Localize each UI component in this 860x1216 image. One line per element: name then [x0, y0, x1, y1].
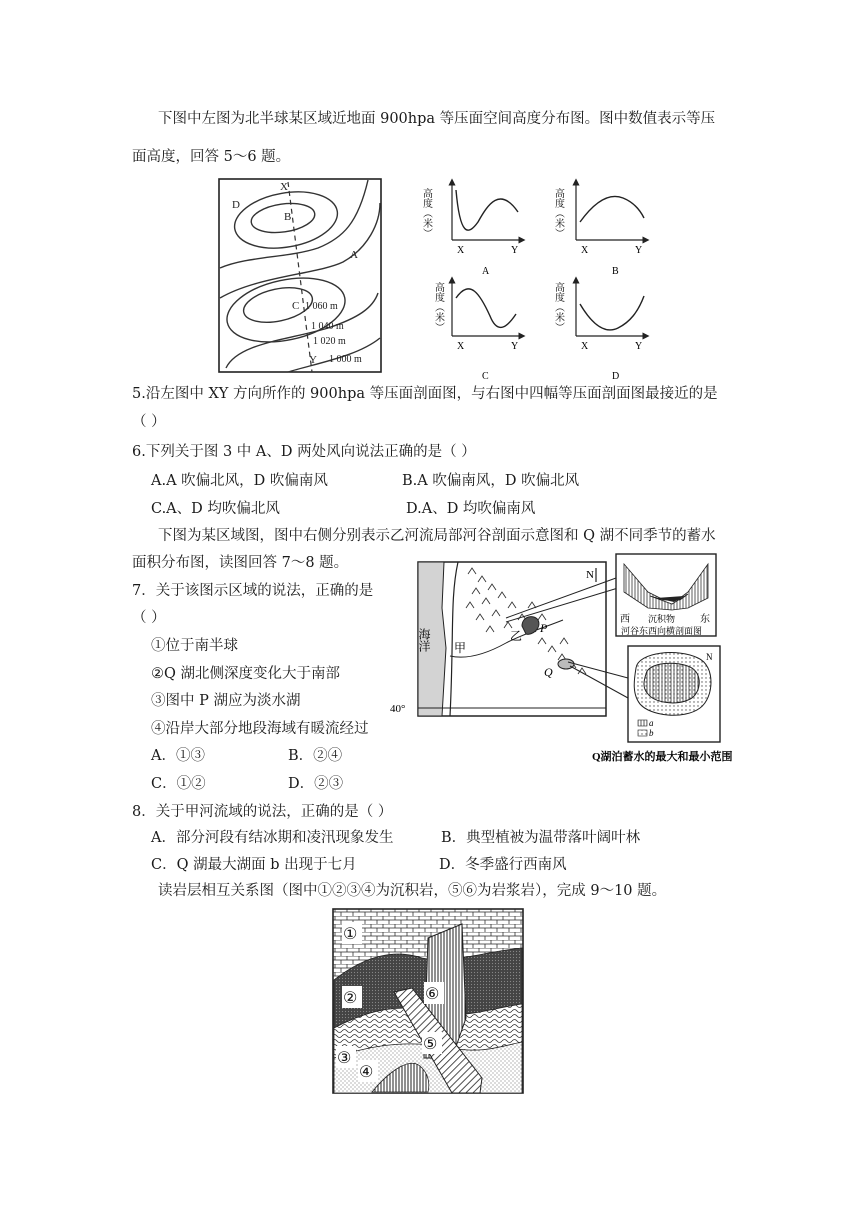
q8-option-a: A．部分河段有结冰期和凌汛现象发生: [151, 830, 394, 846]
map-label-a: A: [350, 249, 358, 261]
rock-label-6: ⑥: [425, 986, 440, 1003]
legend-a-swatch: [638, 720, 647, 726]
x-label-end-d: Y: [635, 341, 643, 352]
latitude-40-label: 40°: [390, 703, 406, 715]
rock-label-4: ④: [359, 1064, 374, 1081]
intro1-line1: 下图中左图为北半球某区域近地面 900hpa 等压面空间高度分布图。图中数值表示等压: [158, 111, 716, 127]
q8-option-d: D．冬季盛行西南风: [439, 857, 567, 873]
rock-label-2: ②: [343, 990, 358, 1007]
y-axis-label-c: 高度（米）: [432, 282, 444, 332]
q7-option-c: C．①②: [151, 776, 206, 792]
q6-option-d: D.A、D 均吹偏南风: [406, 501, 536, 517]
q7-statement-2: ②Q 湖北侧深度变化大于南部: [151, 666, 340, 682]
q7-statement-3: ③图中 P 湖应为淡水湖: [151, 693, 301, 709]
intro1-line2: 面高度，回答 5～6 题。: [132, 149, 291, 165]
legend-a-label: a: [649, 718, 654, 728]
river-yi-label: 乙: [510, 629, 523, 643]
isobaric-height-contour-map: [218, 178, 383, 374]
x-label-start-a: X: [457, 245, 465, 256]
q8-stem: 8．关于甲河流域的说法，正确的是（ ）: [132, 804, 393, 820]
rock-label-3: ③: [337, 1050, 352, 1067]
caption-c: C: [482, 371, 489, 382]
profile-curve-c: [456, 289, 516, 328]
x-label-end-a: Y: [511, 245, 519, 256]
q7-paren: （ ）: [132, 610, 166, 626]
lake-min-extent: [644, 663, 699, 703]
profile-curve-b: [580, 196, 644, 222]
x-label-start-c: X: [457, 341, 465, 352]
q8-option-b: B．典型植被为温带落叶阔叶林: [441, 830, 641, 846]
x-label-end-b: Y: [635, 245, 643, 256]
profile-graph-b: [553, 182, 647, 277]
map-label-y: Y: [309, 354, 317, 366]
legend-b-swatch: [638, 730, 647, 736]
q7-option-a: A．①③: [151, 748, 205, 764]
q6-option-b: B.A 吹偏南风，D 吹偏北风: [402, 473, 580, 489]
intro2-line1: 下图为某区域图，图中右侧分别表示乙河流局部河谷剖面示意图和 Q 湖不同季节的蓄水: [158, 528, 716, 544]
lake-q-label: Q: [544, 665, 553, 679]
valley-west-label: 西: [620, 614, 630, 625]
ocean-label: 海洋: [417, 628, 431, 652]
profile-graph-c: [433, 280, 523, 382]
contour-label-1040: 1 040 m: [311, 321, 344, 332]
q6-option-c: C.A、D 均吹偏北风: [151, 501, 280, 517]
intro2-line2: 面积分布图，读图回答 7～8 题。: [132, 555, 349, 571]
caption-d: D: [612, 371, 620, 382]
profile-graph-d: [553, 280, 647, 382]
q8-option-c: C．Q 湖最大湖面 b 出现于七月: [151, 857, 357, 873]
contour-label-1000: 1 000 m: [329, 354, 362, 365]
profile-graph-a: [421, 182, 523, 277]
x-label-end-c: Y: [511, 341, 519, 352]
q7-option-b: B．②④: [288, 748, 343, 764]
valley-section-title: 河谷东西向横剖面图: [621, 626, 703, 636]
q7-option-d: D．②③: [288, 776, 344, 792]
north-label: N: [586, 569, 594, 581]
profile-graphs: [418, 176, 658, 384]
intro3-line1: 读岩层相互关系图（图中①②③④为沉积岩，⑤⑥为岩浆岩），完成 9～10 题。: [158, 883, 667, 899]
legend-b-label: b: [649, 728, 654, 738]
lake-range-caption: Q湖泊蓄水的最大和最小范围: [592, 751, 733, 763]
sediment-label: 沉积物: [648, 614, 676, 624]
lake-inset-north-label: N: [706, 652, 713, 662]
river-jia-label: 甲: [454, 641, 467, 655]
x-label-start-d: X: [581, 341, 589, 352]
q6-option-a: A.A 吹偏北风，D 吹偏南风: [151, 473, 328, 489]
q6-stem: 6.下列关于图 3 中 A、D 两处风向说法正确的是（ ）: [132, 444, 476, 460]
map-label-d: D: [232, 199, 240, 211]
map-label-c: C: [292, 300, 300, 312]
profile-curve-d: [580, 296, 644, 330]
caption-b: B: [612, 266, 619, 277]
map-label-b: B: [284, 211, 292, 223]
y-axis-label-b: 高度（米）: [552, 188, 564, 238]
q7-statement-4: ④沿岸大部分地段海域有暖流经过: [151, 721, 369, 737]
rock-layer-figure: [332, 908, 524, 1094]
caption-a: A: [482, 266, 490, 277]
region-map-figure: [388, 548, 758, 770]
q7-statement-1: ①位于南半球: [151, 638, 238, 654]
rock-label-1: ①: [343, 926, 358, 943]
profile-curve-a: [456, 190, 518, 230]
q5-line1: 5.沿左图中 XY 方向所作的 900hpa 等压面剖面图，与右图中四幅等压面剖面图最接近的是: [132, 386, 718, 402]
lake-q: [558, 659, 574, 669]
map-label-x: X: [280, 181, 288, 193]
y-axis-label-d: 高度（米）: [552, 282, 564, 332]
q7-stem: 7．关于该图示区域的说法，正确的是: [132, 583, 374, 599]
y-axis-label-a: 高度（米）: [420, 188, 432, 238]
contour-label-1020: 1 020 m: [313, 336, 346, 347]
contour-label-1060: 1 060 m: [305, 301, 338, 312]
x-label-start-b: X: [581, 245, 589, 256]
lake-p-label: P: [540, 621, 548, 635]
valley-east-label: 东: [700, 614, 710, 625]
rock-label-5: ⑤: [423, 1036, 438, 1053]
q5-line2: （ ）: [132, 414, 166, 430]
